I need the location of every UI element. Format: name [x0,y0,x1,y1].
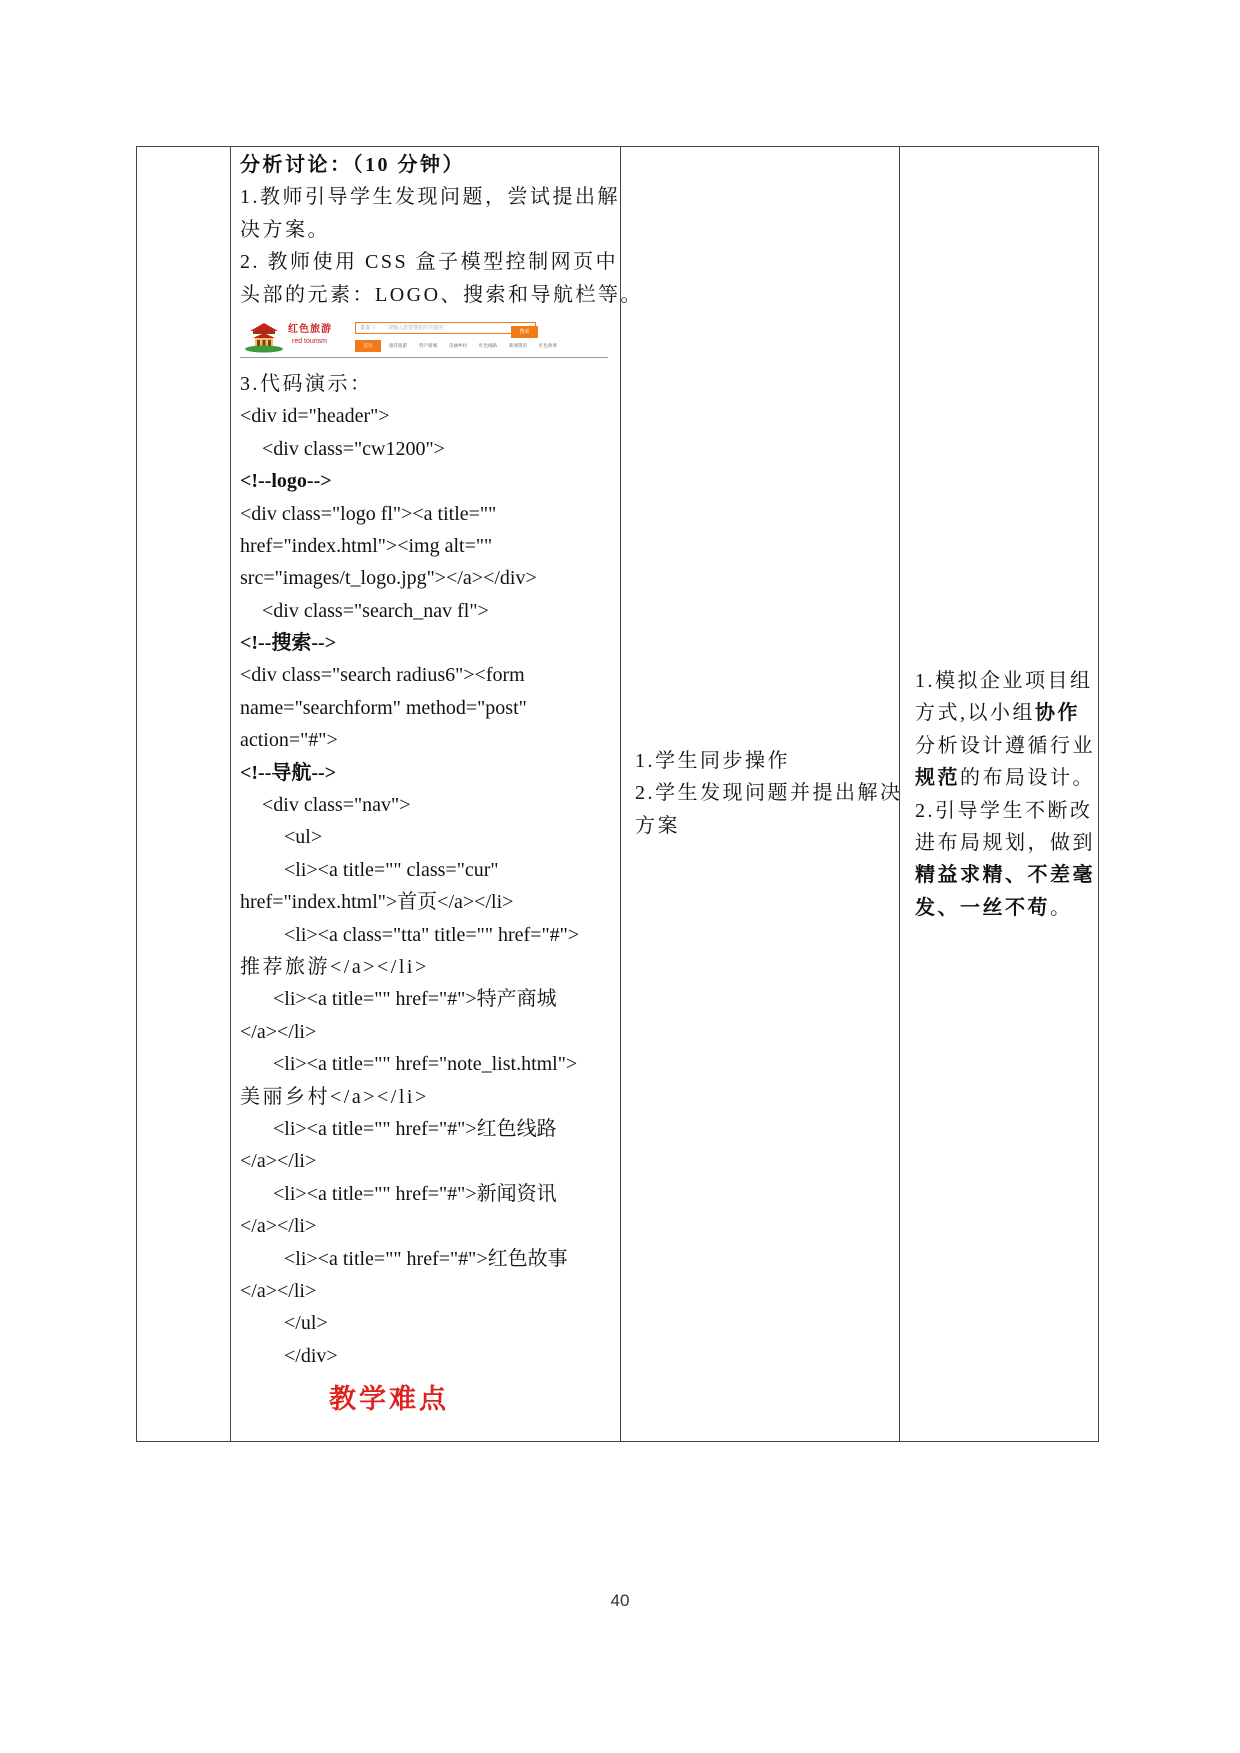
intent-text: 的布局设计。 [960,767,1095,790]
page-number: 40 [610,1591,630,1610]
code-line: href="index.html">首页</a></li> [240,891,514,914]
search-button: 搜索 [511,326,538,338]
code-line: 推荐旅游</a></li> [240,955,429,978]
search-category: 景点 ∨ [360,324,377,331]
activity-line: 1.学生同步操作 [635,750,790,772]
step-text: 决方案。 [240,218,330,241]
intent-text: 进布局规划，做到 [915,832,1095,855]
nav-item: 红色线路 [479,342,497,348]
intent-text: 分析设计遵循行业 [915,734,1095,757]
code-line: </a></li> [240,1150,317,1173]
intent-text: 。 [1050,896,1073,919]
code-line: <li><a title="" href="#">新闻资讯 [273,1182,557,1205]
code-line: action="#"> [240,729,338,752]
code-line: src="images/t_logo.jpg"></a></div> [240,567,537,590]
code-line: </div> [284,1344,338,1367]
code-line: <div class="search_nav fl"> [262,599,489,622]
intent-line [915,892,1095,924]
intent-text: 方式,以小组 [915,702,1035,725]
intent-line [915,730,1095,762]
teaching-content-cell [240,147,644,1418]
intent-line [915,827,1095,859]
intent-emphasis: 规范 [915,767,960,790]
nav-item: 首页 [355,340,381,352]
code-line: </a></li> [240,1279,317,1302]
intent-line [915,697,1095,729]
code-line: <div class="logo fl"><a title="" [240,502,497,525]
code-heading: 3.代码演示： [240,372,373,395]
code-line: <div class="search radius6"><form [240,664,525,687]
column-divider [230,147,231,1441]
logo-subtext: red tourism [292,337,328,345]
header-screenshot [240,319,608,358]
code-comment: <!--logo--> [240,470,332,493]
step-text: 头部的元素：LOGO、搜索和导航栏等。 [240,283,644,306]
code-line: </a></li> [240,1020,317,1043]
intent-line [915,859,1095,891]
intent-text: 1.模拟企业项目组 [915,670,1093,692]
activity-line: 方案 [635,814,680,837]
code-line: 美丽乡村</a></li> [240,1085,429,1108]
nav-item: 特产商城 [419,342,437,348]
search-placeholder: 请输入您要搜索的关键词 [388,324,444,331]
code-line: href="index.html"><img alt="" [240,534,493,557]
nav-item: 推荐旅游 [389,342,407,348]
code-line: <div id="header"> [240,405,390,428]
code-comment: <!--导航--> [240,761,337,784]
lesson-table [136,146,1099,1442]
section-title: 分析讨论：（10 分钟） [240,154,465,176]
intent-emphasis: 精益求精、不差毫 [915,864,1095,887]
intent-line [915,795,1095,827]
pavilion-logo-icon [244,321,284,353]
intent-text: 2.引导学生不断改 [915,799,1093,822]
intent-emphasis: 协作 [1035,702,1080,725]
code-line: <li><a title="" href="#">红色故事 [284,1247,568,1270]
difficulty-label: 教学难点 [329,1384,449,1416]
code-line: </ul> [284,1312,328,1335]
column-divider [620,147,621,1441]
code-line: <li><a title="" class="cur" [284,858,499,881]
code-line: <li><a title="" href="note_list.html"> [273,1053,578,1076]
intent-line [915,665,1095,697]
nav-bar [355,340,608,352]
code-line: </a></li> [240,1215,317,1238]
code-line: name="searchform" method="post" [240,696,527,719]
logo-text: 红色旅游 [288,323,332,335]
student-activity-cell [635,745,905,842]
code-line: <li><a class="tta" title="" href="#"> [284,923,580,946]
code-comment: <!--搜索--> [240,632,337,655]
code-line: <div class="nav"> [262,794,411,817]
search-box [355,322,536,334]
step-text: 1.教师引导学生发现问题，尝试提出解 [240,186,620,209]
nav-item: 美丽乡村 [449,342,467,348]
code-line: <li><a title="" href="#">红色线路 [273,1117,557,1140]
activity-line: 2.学生发现问题并提出解决 [635,782,903,805]
nav-item: 新闻资讯 [509,342,527,348]
code-line: <ul> [284,826,323,849]
logo [244,321,349,353]
code-line: <div class="cw1200"> [262,437,445,460]
intent-emphasis: 发、一丝不苟 [915,896,1050,919]
design-intent-cell [915,665,1095,924]
intent-line [915,762,1095,794]
nav-item: 红色故事 [539,342,557,348]
step-text: 2. 教师使用 CSS 盒子模型控制网页中 [240,251,619,274]
code-line: <li><a title="" href="#">特产商城 [273,988,557,1011]
